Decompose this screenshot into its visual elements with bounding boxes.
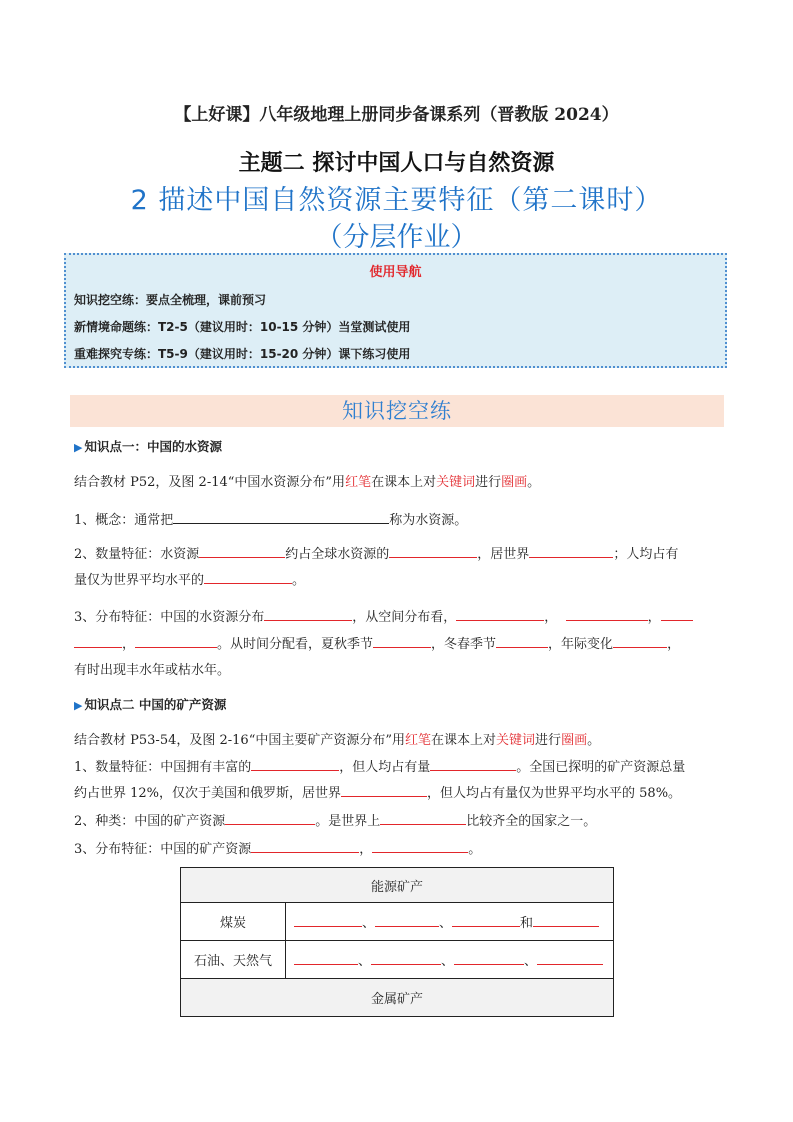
kp1-q3-d: ， <box>647 610 661 625</box>
fill-blank[interactable] <box>173 510 389 524</box>
kp2-heading <box>74 695 226 713</box>
kp1-q1-b: 称为水资源。 <box>389 513 468 528</box>
topic-title: 主题二 探讨中国人口与自然资源 <box>238 151 555 176</box>
kp1-intro-circle: 圈画 <box>501 475 528 490</box>
kp1-q3-c: ， <box>544 610 558 625</box>
separator: 、 <box>439 916 453 931</box>
fill-blank[interactable] <box>371 951 441 965</box>
coal-label: 煤炭 <box>181 903 286 941</box>
fill-blank[interactable] <box>454 951 524 965</box>
kp1-intro-c: 在课本上对 <box>371 475 437 490</box>
usage-guide-title: 使用导航 <box>369 265 422 280</box>
kp2-q1-line1 <box>74 756 724 775</box>
kp2-intro-e: 进行 <box>535 733 562 748</box>
kp1-intro-keyword: 关键词 <box>436 475 476 490</box>
kp1-q3-e: ， <box>122 637 136 652</box>
fill-blank[interactable] <box>452 913 520 927</box>
kp2-q1-b: ，但人均占有量 <box>339 760 431 775</box>
lesson-title: 2 描述中国自然资源主要特征（第二课时） <box>130 185 663 216</box>
triangle-bullet-icon: ▶ <box>74 441 83 454</box>
guide-line-1: 知识挖空练：要点全梳理，课前预习 <box>74 293 267 307</box>
kp2-q2-a: 2、种类：中国的矿产资源 <box>74 814 226 829</box>
kp1-q2-d: ；人均占有 <box>613 547 679 562</box>
kp2-intro-keyword: 关键词 <box>496 733 536 748</box>
kp1-q3-f: 。从时间分配看，夏秋季节 <box>217 637 374 652</box>
kp2-intro-circle: 圈画 <box>561 733 588 748</box>
fill-blank[interactable] <box>204 570 292 584</box>
fill-blank[interactable] <box>529 544 613 558</box>
fill-blank[interactable] <box>380 811 466 825</box>
kp1-q3-i: ， <box>667 637 681 652</box>
fill-blank[interactable] <box>373 634 431 648</box>
kp2-intro <box>74 729 724 748</box>
series-title: 【上好课】八年级地理上册同步备课系列（晋教版 2024） <box>174 105 619 125</box>
kp1-q3-a: 3、分布特征：中国的水资源分布 <box>74 610 265 625</box>
kp1-q2-c: ，居世界 <box>477 547 530 562</box>
fill-blank[interactable] <box>74 634 122 648</box>
kp1-intro <box>74 471 724 490</box>
kp2-q2-c: 比较齐全的国家之一。 <box>466 814 597 829</box>
kp1-intro-e: 进行 <box>475 475 502 490</box>
separator: 、 <box>362 916 376 931</box>
kp1-heading-text: 知识点一：中国的水资源 <box>84 439 222 454</box>
fill-blank[interactable] <box>533 913 599 927</box>
kp2-q1-d: 约占世界 12%，仅次于美国和俄罗斯，居世界 <box>74 786 342 801</box>
fill-blank[interactable] <box>456 607 544 621</box>
guide-line-2: 新情境命题练：T2-5（建议用时：10-15 分钟）当堂测试使用 <box>74 320 411 334</box>
fill-blank[interactable] <box>372 839 468 853</box>
fill-blank[interactable] <box>537 951 603 965</box>
kp2-q3-c: 。 <box>468 842 482 857</box>
fill-blank[interactable] <box>135 634 217 648</box>
kp1-q2-b: 约占全球水资源的 <box>285 547 390 562</box>
kp2-intro-c: 在课本上对 <box>431 733 497 748</box>
mineral-table <box>180 867 614 1017</box>
kp2-q3-a: 3、分布特征：中国的矿产资源 <box>74 842 252 857</box>
usage-guide-box <box>64 253 727 368</box>
kp2-intro-red-pen: 红笔 <box>405 733 432 748</box>
kp1-intro-a: 结合教材 P52，及图 2-14“中国水资源分布”用 <box>74 475 346 490</box>
kp2-q1-line2 <box>74 782 724 801</box>
kp1-q3-j: 有时出现丰水年或枯水年。 <box>74 663 231 678</box>
separator: 、 <box>441 954 455 969</box>
separator: 、 <box>358 954 372 969</box>
oil-gas-label: 石油、天然气 <box>181 941 286 979</box>
fill-blank[interactable] <box>294 951 358 965</box>
lesson-subtitle: （分层作业） <box>315 222 478 253</box>
and-word: 和 <box>520 916 534 931</box>
fill-blank[interactable] <box>199 544 285 558</box>
kp2-q2-b: 。是世界上 <box>315 814 381 829</box>
kp2-intro-g: 。 <box>587 733 601 748</box>
fill-blank[interactable] <box>251 839 359 853</box>
coal-blanks <box>286 903 614 941</box>
fill-blank[interactable] <box>375 913 439 927</box>
kp1-q3-h: ，年际变化 <box>548 637 614 652</box>
kp1-q3-line3 <box>74 659 724 678</box>
metal-minerals-header: 金属矿产 <box>181 979 614 1017</box>
separator: 、 <box>524 954 538 969</box>
kp1-heading <box>74 437 222 455</box>
fill-blank[interactable] <box>661 607 693 621</box>
kp2-heading-text: 知识点二 中国的矿产资源 <box>84 697 227 712</box>
kp2-intro-a: 结合教材 P53-54，及图 2-16“中国主要矿产资源分布”用 <box>74 733 405 748</box>
kp2-q1-e: ，但人均占有量仅为世界平均水平的 58%。 <box>427 786 682 801</box>
fill-blank[interactable] <box>225 811 315 825</box>
kp2-q1-a: 1、数量特征：中国拥有丰富的 <box>74 760 252 775</box>
kp1-q2-e: 量仅为世界平均水平的 <box>74 573 205 588</box>
kp1-q3-line1 <box>74 606 724 625</box>
kp1-q2-a: 2、数量特征：水资源 <box>74 547 200 562</box>
fill-blank[interactable] <box>251 757 339 771</box>
fill-blank[interactable] <box>389 544 477 558</box>
fill-blank[interactable] <box>566 607 648 621</box>
energy-minerals-header: 能源矿产 <box>181 868 614 903</box>
fill-blank[interactable] <box>496 634 548 648</box>
fill-blank[interactable] <box>613 634 667 648</box>
kp2-q1-c: 。全国已探明的矿产资源总量 <box>516 760 686 775</box>
kp1-q2-line2 <box>74 569 724 588</box>
kp2-q3-b: ， <box>359 842 373 857</box>
fill-blank[interactable] <box>341 783 427 797</box>
oil-gas-blanks <box>286 941 614 979</box>
kp1-intro-red-pen: 红笔 <box>345 475 372 490</box>
kp1-intro-g: 。 <box>527 475 541 490</box>
guide-line-3: 重难探究专练：T5-9（建议用时：15-20 分钟）课下练习使用 <box>74 347 411 361</box>
kp1-q2-f: 。 <box>292 573 306 588</box>
kp1-q3-b: ，从空间分布看， <box>352 610 457 625</box>
fill-blank[interactable] <box>264 607 352 621</box>
kp1-q1 <box>74 509 724 528</box>
kp2-q3 <box>74 838 724 857</box>
fill-blank[interactable] <box>430 757 516 771</box>
fill-blank[interactable] <box>294 913 362 927</box>
triangle-bullet-icon: ▶ <box>74 699 83 712</box>
section-banner: 知识挖空练 <box>70 395 724 427</box>
kp1-q1-a: 1、概念：通常把 <box>74 513 174 528</box>
kp1-q2-line1 <box>74 543 724 562</box>
kp1-q3-line2 <box>74 633 724 652</box>
kp1-q3-g: ，冬春季节 <box>431 637 497 652</box>
kp2-q2 <box>74 810 724 829</box>
